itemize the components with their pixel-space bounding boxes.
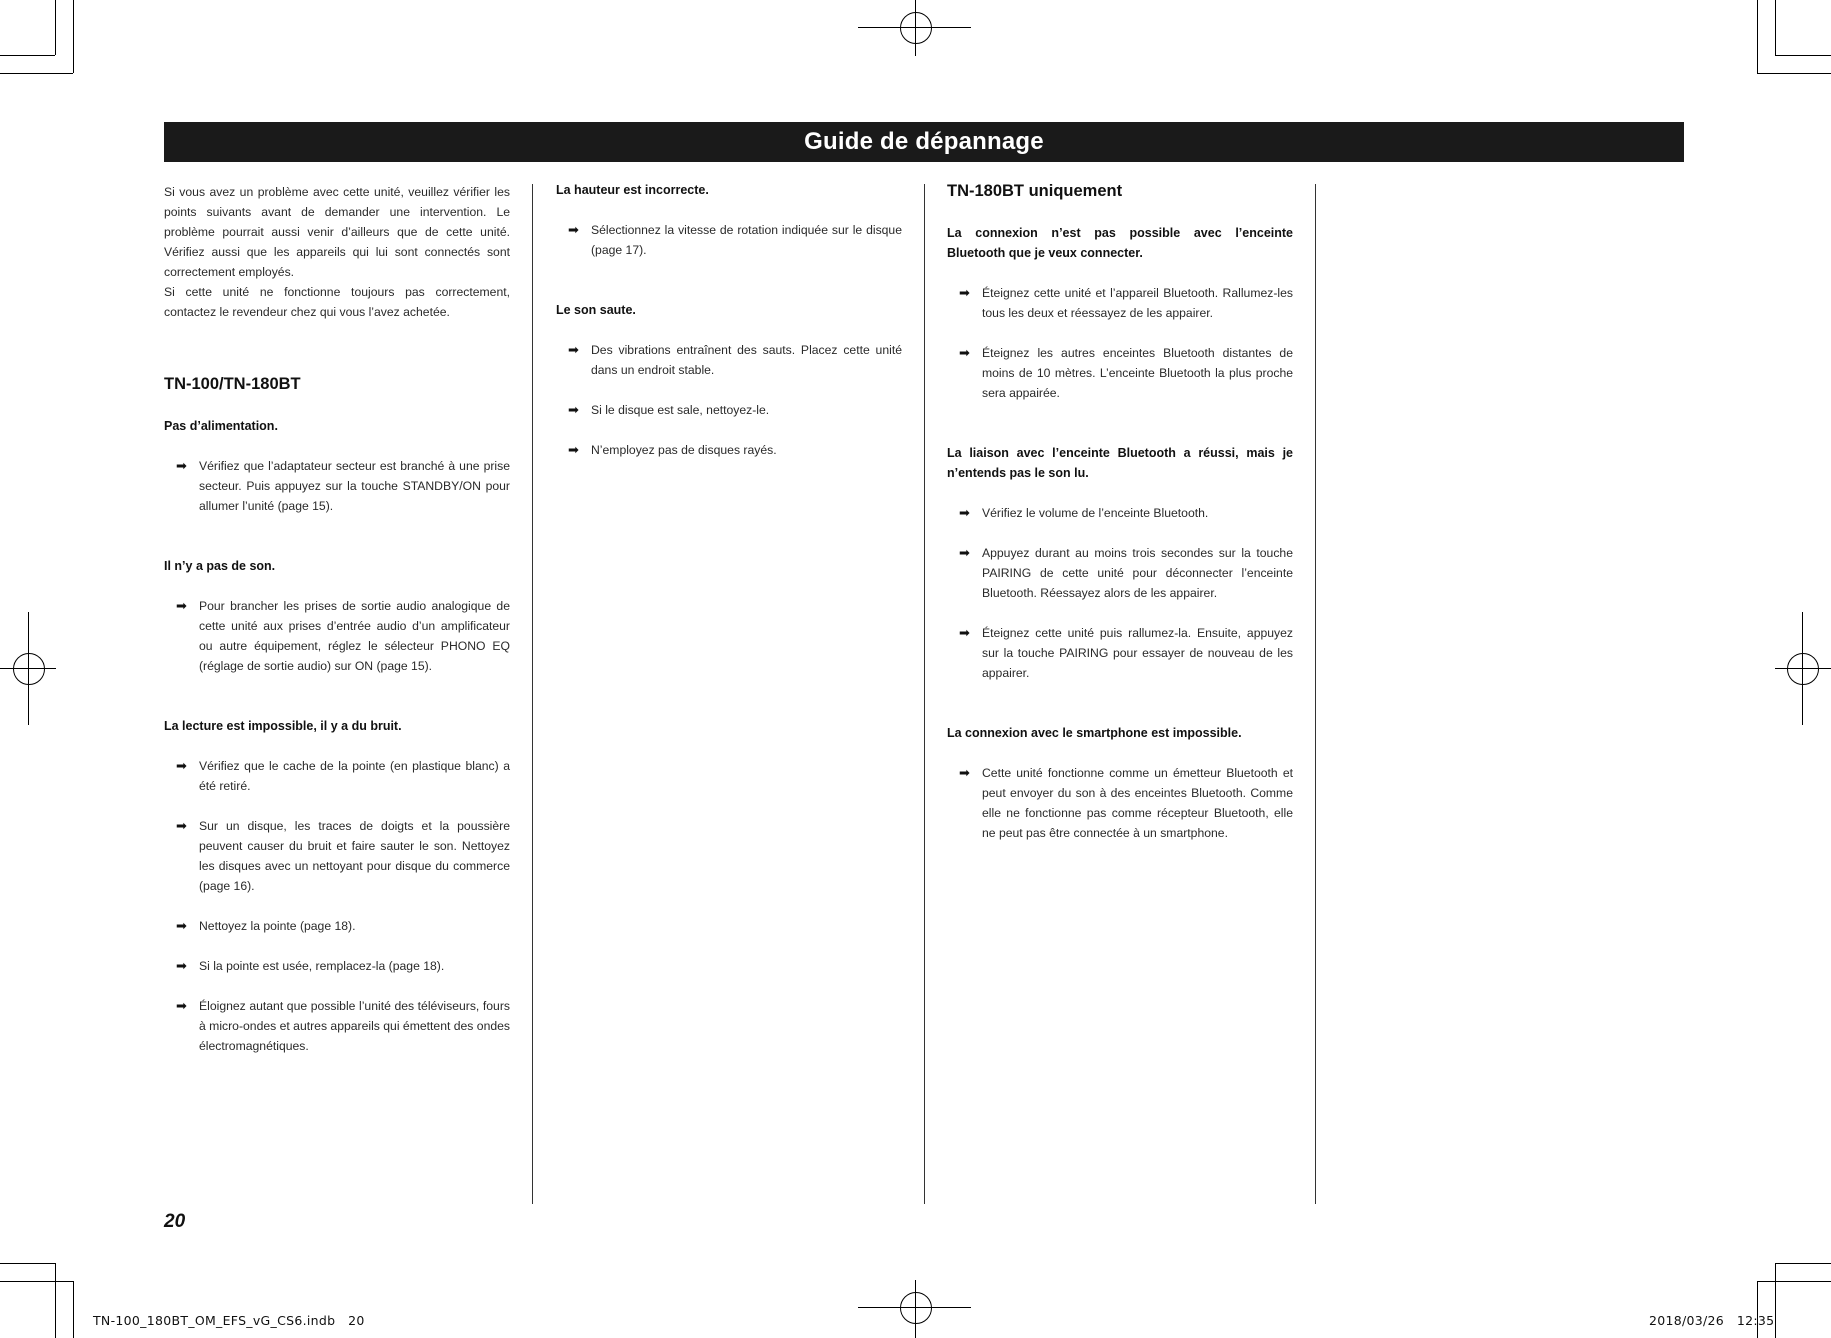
right-arrow-icon: ➡ [176,758,187,773]
fix-list [947,283,1293,403]
fix-text: Vérifiez que l’adaptateur secteur est branché à une prise secteur. Puis appuyez sur la touche STANDBY/ON pour allumer l’unité (page 15). [199,459,510,513]
intro-paragraph: Si vous avez un problème avec cette unité, veuillez vérifier les points suivants avant de demander une intervention. Le problème pourrait aussi venir d’ailleurs que de cette unité. Vérifiez aussi que les appareils qui lui sont connectés sont correctement employés. [164,185,510,279]
fix-text: Si la pointe est usée, remplacez-la (page 18). [199,959,445,973]
title-bar [164,122,1684,162]
intro-paragraph: Si cette unité ne fonctionne toujours pas correctement, contactez le revendeur chez qui vous l’avez achetée. [164,285,510,319]
fix-item [556,220,902,260]
right-arrow-icon: ➡ [176,598,187,613]
problem-title: La lecture est impossible, il y a du bruit. [164,719,402,733]
problem-title: La connexion n’est pas possible avec l’enceinte Bluetooth que je veux connecter. [947,226,1293,260]
right-arrow-icon: ➡ [959,345,970,360]
right-arrow-icon: ➡ [176,918,187,933]
fix-item [164,916,510,936]
fix-item [164,756,510,796]
page-title: Guide de dépannage [804,128,1044,155]
right-arrow-icon: ➡ [568,222,579,237]
column-divider [532,184,533,1204]
file-slug: TN-100_180BT_OM_EFS_vG_CS6.indb 20 [93,1313,365,1328]
fix-item [556,440,902,460]
right-arrow-icon: ➡ [959,625,970,640]
fix-text: Sur un disque, les traces de doigts et la poussière peuvent causer du bruit et faire sauter le son. Nettoyez les disques avec un nettoyant pour disque du commerce (page 16). [199,819,510,893]
fix-list [164,456,510,516]
fix-text: Vérifiez que le cache de la pointe (en plastique blanc) a été retiré. [199,759,510,793]
right-arrow-icon: ➡ [176,818,187,833]
date-slug: 2018/03/26 12:35 [1649,1313,1775,1328]
fix-item [947,543,1293,603]
problem-title: La hauteur est incorrecte. [556,183,709,197]
right-arrow-icon: ➡ [959,285,970,300]
fix-text: Nettoyez la pointe (page 18). [199,919,356,933]
fix-text: Des vibrations entraînent des sauts. Placez cette unité dans un endroit stable. [591,343,902,377]
fix-text: Vérifiez le volume de l’enceinte Bluetooth. [982,506,1209,520]
right-arrow-icon: ➡ [176,958,187,973]
problem-title: La liaison avec l’enceinte Bluetooth a réussi, mais je n’entends pas le son lu. [947,446,1293,480]
problem-title: Il n’y a pas de son. [164,559,276,573]
fix-item [947,763,1293,843]
column-right [947,180,1293,843]
right-arrow-icon: ➡ [959,765,970,780]
fix-text: Appuyez durant au moins trois secondes sur la touche PAIRING de cette unité pour déconnecter l’enceinte Bluetooth. Réessayez alors de les appairer. [982,546,1293,600]
fix-item [164,956,510,976]
right-arrow-icon: ➡ [568,342,579,357]
fix-text: Éteignez cette unité puis rallumez-la. Ensuite, appuyez sur la touche PAIRING pour essayer de nouveau de les appairer. [982,626,1293,680]
fix-list [164,596,510,676]
problem-title: Le son saute. [556,303,636,317]
fix-list [556,220,902,260]
fix-list [164,756,510,1056]
fix-item [556,340,902,380]
right-arrow-icon: ➡ [959,545,970,560]
registration-circle-top [900,12,932,44]
fix-item [164,996,510,1056]
fix-item [164,456,510,516]
fix-item [164,816,510,896]
fix-text: Si le disque est sale, nettoyez-le. [591,403,770,417]
fix-item [556,400,902,420]
right-arrow-icon: ➡ [176,998,187,1013]
fix-text: N’employez pas de disques rayés. [591,443,777,457]
fix-list [947,503,1293,683]
fix-item [947,343,1293,403]
fix-text: Pour brancher les prises de sortie audio analogique de cette unité aux prises d’entrée audio d’un amplificateur ou autre équipement, réglez le sélecteur PHONO EQ (réglage de sortie audio) sur ON (page 15). [199,599,510,673]
right-arrow-icon: ➡ [568,442,579,457]
fix-text: Cette unité fonctionne comme un émetteur Bluetooth et peut envoyer du son à des enceintes Bluetooth. Comme elle ne fonctionne pas comme récepteur Bluetooth, elle ne peut pas être connectée à un smartphone. [982,766,1293,840]
fix-text: Éloignez autant que possible l’unité des téléviseurs, fours à micro-ondes et autres appareils qui émettent des ondes électromagnétiques. [199,999,510,1053]
problem-title: Pas d’alimentation. [164,419,278,433]
page-number: 20 [164,1211,186,1232]
fix-text: Sélectionnez la vitesse de rotation indiquée sur le disque (page 17). [591,223,902,257]
right-arrow-icon: ➡ [959,505,970,520]
registration-circle-bottom [900,1292,932,1324]
fix-item [947,283,1293,323]
section-heading: TN-100/TN-180BT [164,375,301,393]
fix-item [947,623,1293,683]
registration-circle-left [13,653,45,685]
fix-text: Éteignez cette unité et l’appareil Bluetooth. Rallumez-les tous les deux et réessayez de les appairer. [982,286,1293,320]
problem-title: La connexion avec le smartphone est impossible. [947,726,1242,740]
column-divider [924,184,925,1204]
right-arrow-icon: ➡ [176,458,187,473]
column-divider [1315,184,1316,1204]
column-middle [556,180,902,460]
fix-list [556,340,902,460]
fix-list [947,763,1293,843]
section-heading: TN-180BT uniquement [947,182,1123,200]
fix-text: Éteignez les autres enceintes Bluetooth distantes de moins de 10 mètres. L’enceinte Bluetooth la plus proche sera appairée. [982,346,1293,400]
registration-circle-right [1787,653,1819,685]
column-left [164,180,510,1056]
right-arrow-icon: ➡ [568,402,579,417]
fix-item [947,503,1293,523]
fix-item [164,596,510,676]
